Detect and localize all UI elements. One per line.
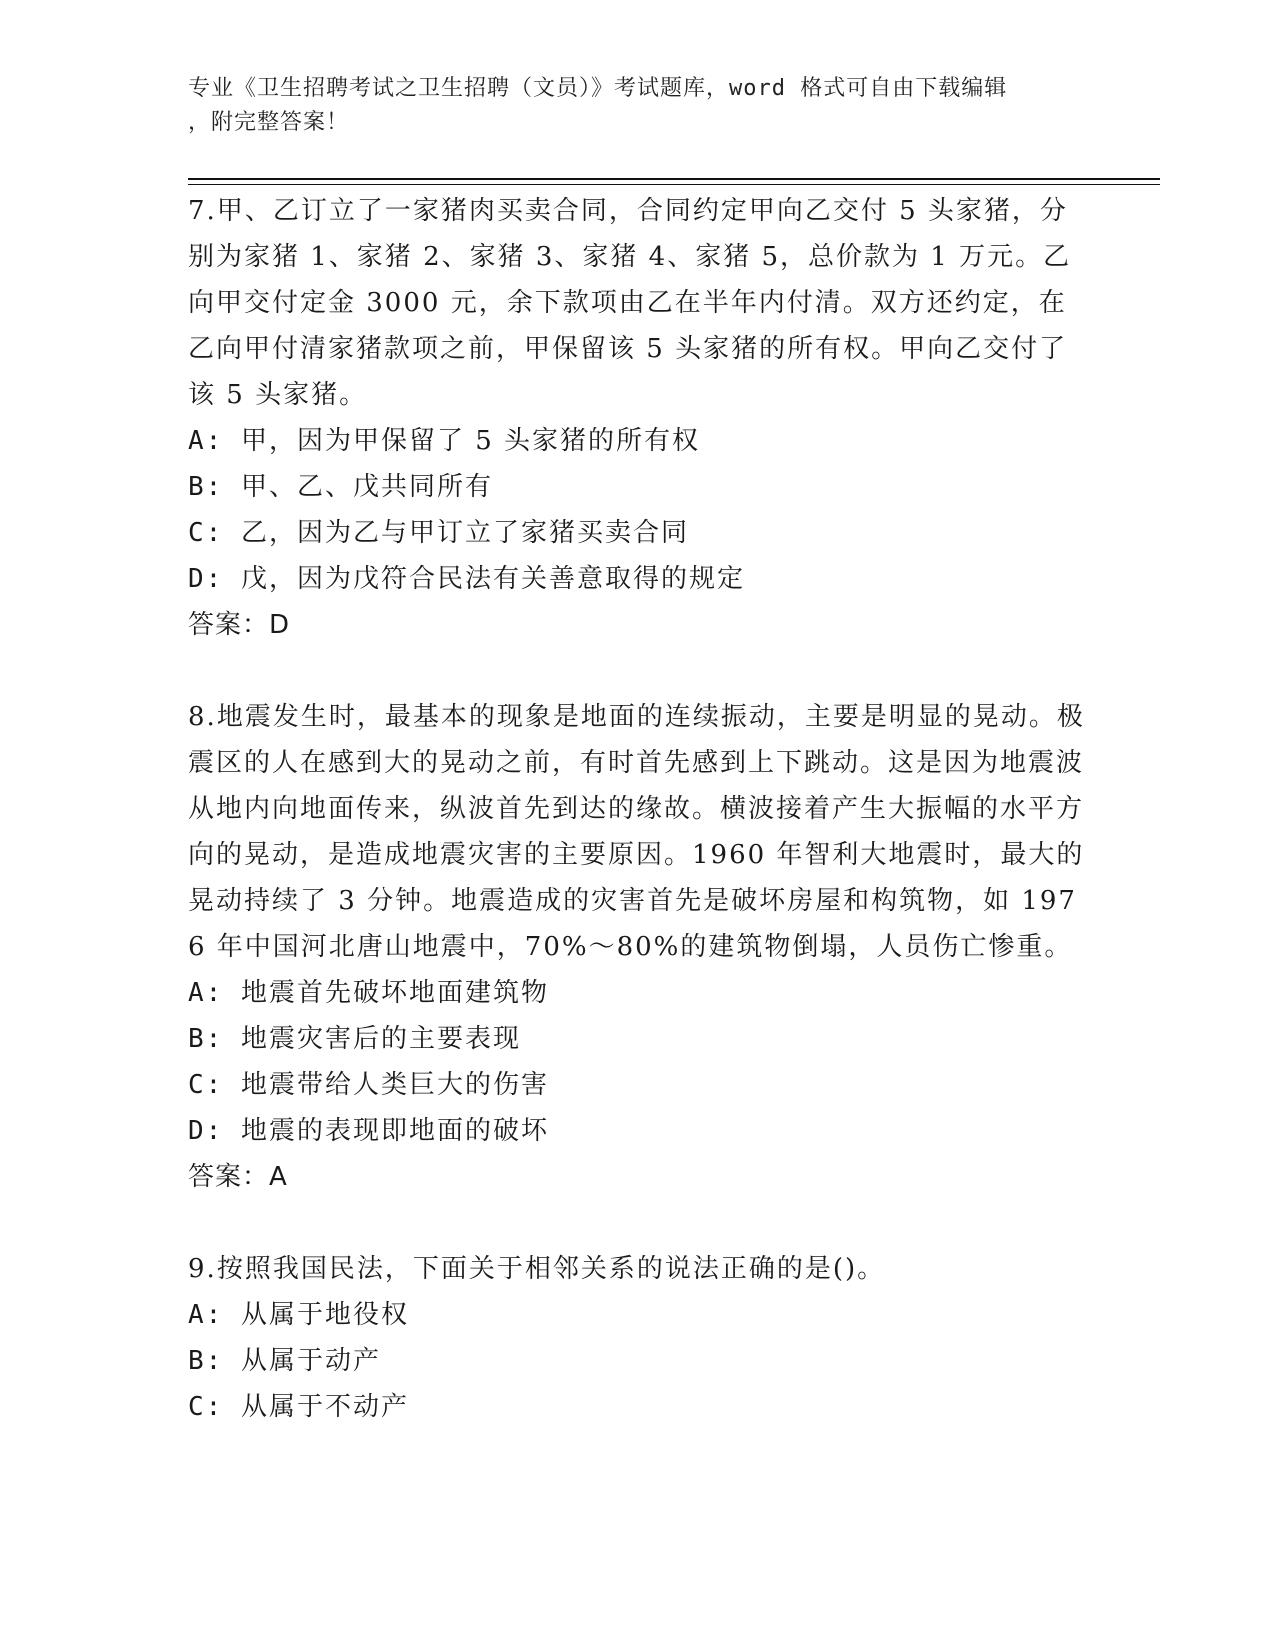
option-text: 从属于不动产: [240, 1392, 409, 1422]
option-text: 戊，因为戊符合民法有关善意取得的规定: [240, 564, 745, 594]
option-b: [188, 1338, 1088, 1384]
question-9: [188, 1246, 1088, 1430]
question-text: 甲、乙订立了一家猪肉买卖合同，合同约定甲向乙交付 5 头家猪，分别为家猪 1、家猪 2、家猪 3、家猪 4、家猪 5，总价款为 1 万元。乙向甲交付定金 3000 元，余下款项由乙在半年内付清。双方还约定，在乙向甲付清家猪款项之前，甲保留该 5 头家猪的所有权。甲向乙交付了该 5 头家猪。: [188, 196, 1072, 410]
option-letter: C:: [188, 1392, 224, 1422]
option-a: [188, 1292, 1088, 1338]
question-stem: [188, 694, 1088, 970]
option-text: 从属于地役权: [240, 1300, 409, 1330]
option-letter: A:: [188, 1300, 224, 1330]
option-text: 地震首先破坏地面建筑物: [240, 978, 549, 1008]
header-line-2: ，附完整答案！: [188, 110, 350, 135]
option-letter: A:: [188, 978, 224, 1008]
question-text: 地震发生时，最基本的现象是地面的连续振动，主要是明显的晃动。极震区的人在感到大的晃动之前，有时首先感到上下跳动。这是因为地震波从地内向地面传来，纵波首先到达的缘故。横波接着产生大振幅的水平方向的晃动，是造成地震灾害的主要原因。1960 年智利大地震时，最大的晃动持续了 3 分钟。地震造成的灾害首先是破坏房屋和构筑物，如 1976 年中国河北唐山地震中，70%～80%的建筑物倒塌，人员伤亡惨重。: [188, 702, 1085, 962]
option-text: 地震带给人类巨大的伤害: [240, 1070, 549, 1100]
answer-line: 答案：A: [188, 1162, 288, 1192]
option-letter: D:: [188, 564, 224, 594]
question-text: 按照我国民法，下面关于相邻关系的说法正确的是()。: [216, 1254, 886, 1284]
option-d: [188, 556, 1088, 602]
header-divider-thin: [188, 184, 1160, 185]
question-number: 8.: [188, 702, 217, 732]
option-a: [188, 970, 1088, 1016]
option-letter: B:: [188, 1346, 224, 1376]
option-text: 甲，因为甲保留了 5 头家猪的所有权: [240, 426, 701, 456]
page-header: [188, 72, 1088, 140]
question-8: [188, 694, 1088, 1200]
option-text: 甲、乙、戊共同所有: [240, 472, 493, 502]
option-letter: D:: [188, 1116, 224, 1146]
answer-line: 答案：D: [188, 610, 291, 640]
option-c: [188, 1062, 1088, 1108]
header-divider-thick: [188, 178, 1160, 180]
question-number: 9.: [188, 1254, 217, 1284]
option-letter: B:: [188, 472, 224, 502]
option-letter: C:: [188, 1070, 224, 1100]
question-list: [188, 188, 1088, 1476]
option-text: 从属于动产: [240, 1346, 381, 1376]
option-letter: A:: [188, 426, 224, 456]
option-letter: C:: [188, 518, 224, 548]
option-letter: B:: [188, 1024, 224, 1054]
question-stem: [188, 188, 1088, 418]
option-b: [188, 464, 1088, 510]
option-c: [188, 510, 1088, 556]
option-d: [188, 1108, 1088, 1154]
option-a: [188, 418, 1088, 464]
option-text: 乙，因为乙与甲订立了家猪买卖合同: [240, 518, 689, 548]
option-text: 地震灾害后的主要表现: [240, 1024, 521, 1054]
question-stem: [188, 1246, 1088, 1292]
question-number: 7.: [188, 196, 217, 226]
option-c: [188, 1384, 1088, 1430]
header-line-1: 专业《卫生招聘考试之卫生招聘（文员）》考试题库，word 格式可自由下载编辑: [188, 76, 1008, 101]
option-b: [188, 1016, 1088, 1062]
option-text: 地震的表现即地面的破坏: [240, 1116, 549, 1146]
question-7: [188, 188, 1088, 648]
